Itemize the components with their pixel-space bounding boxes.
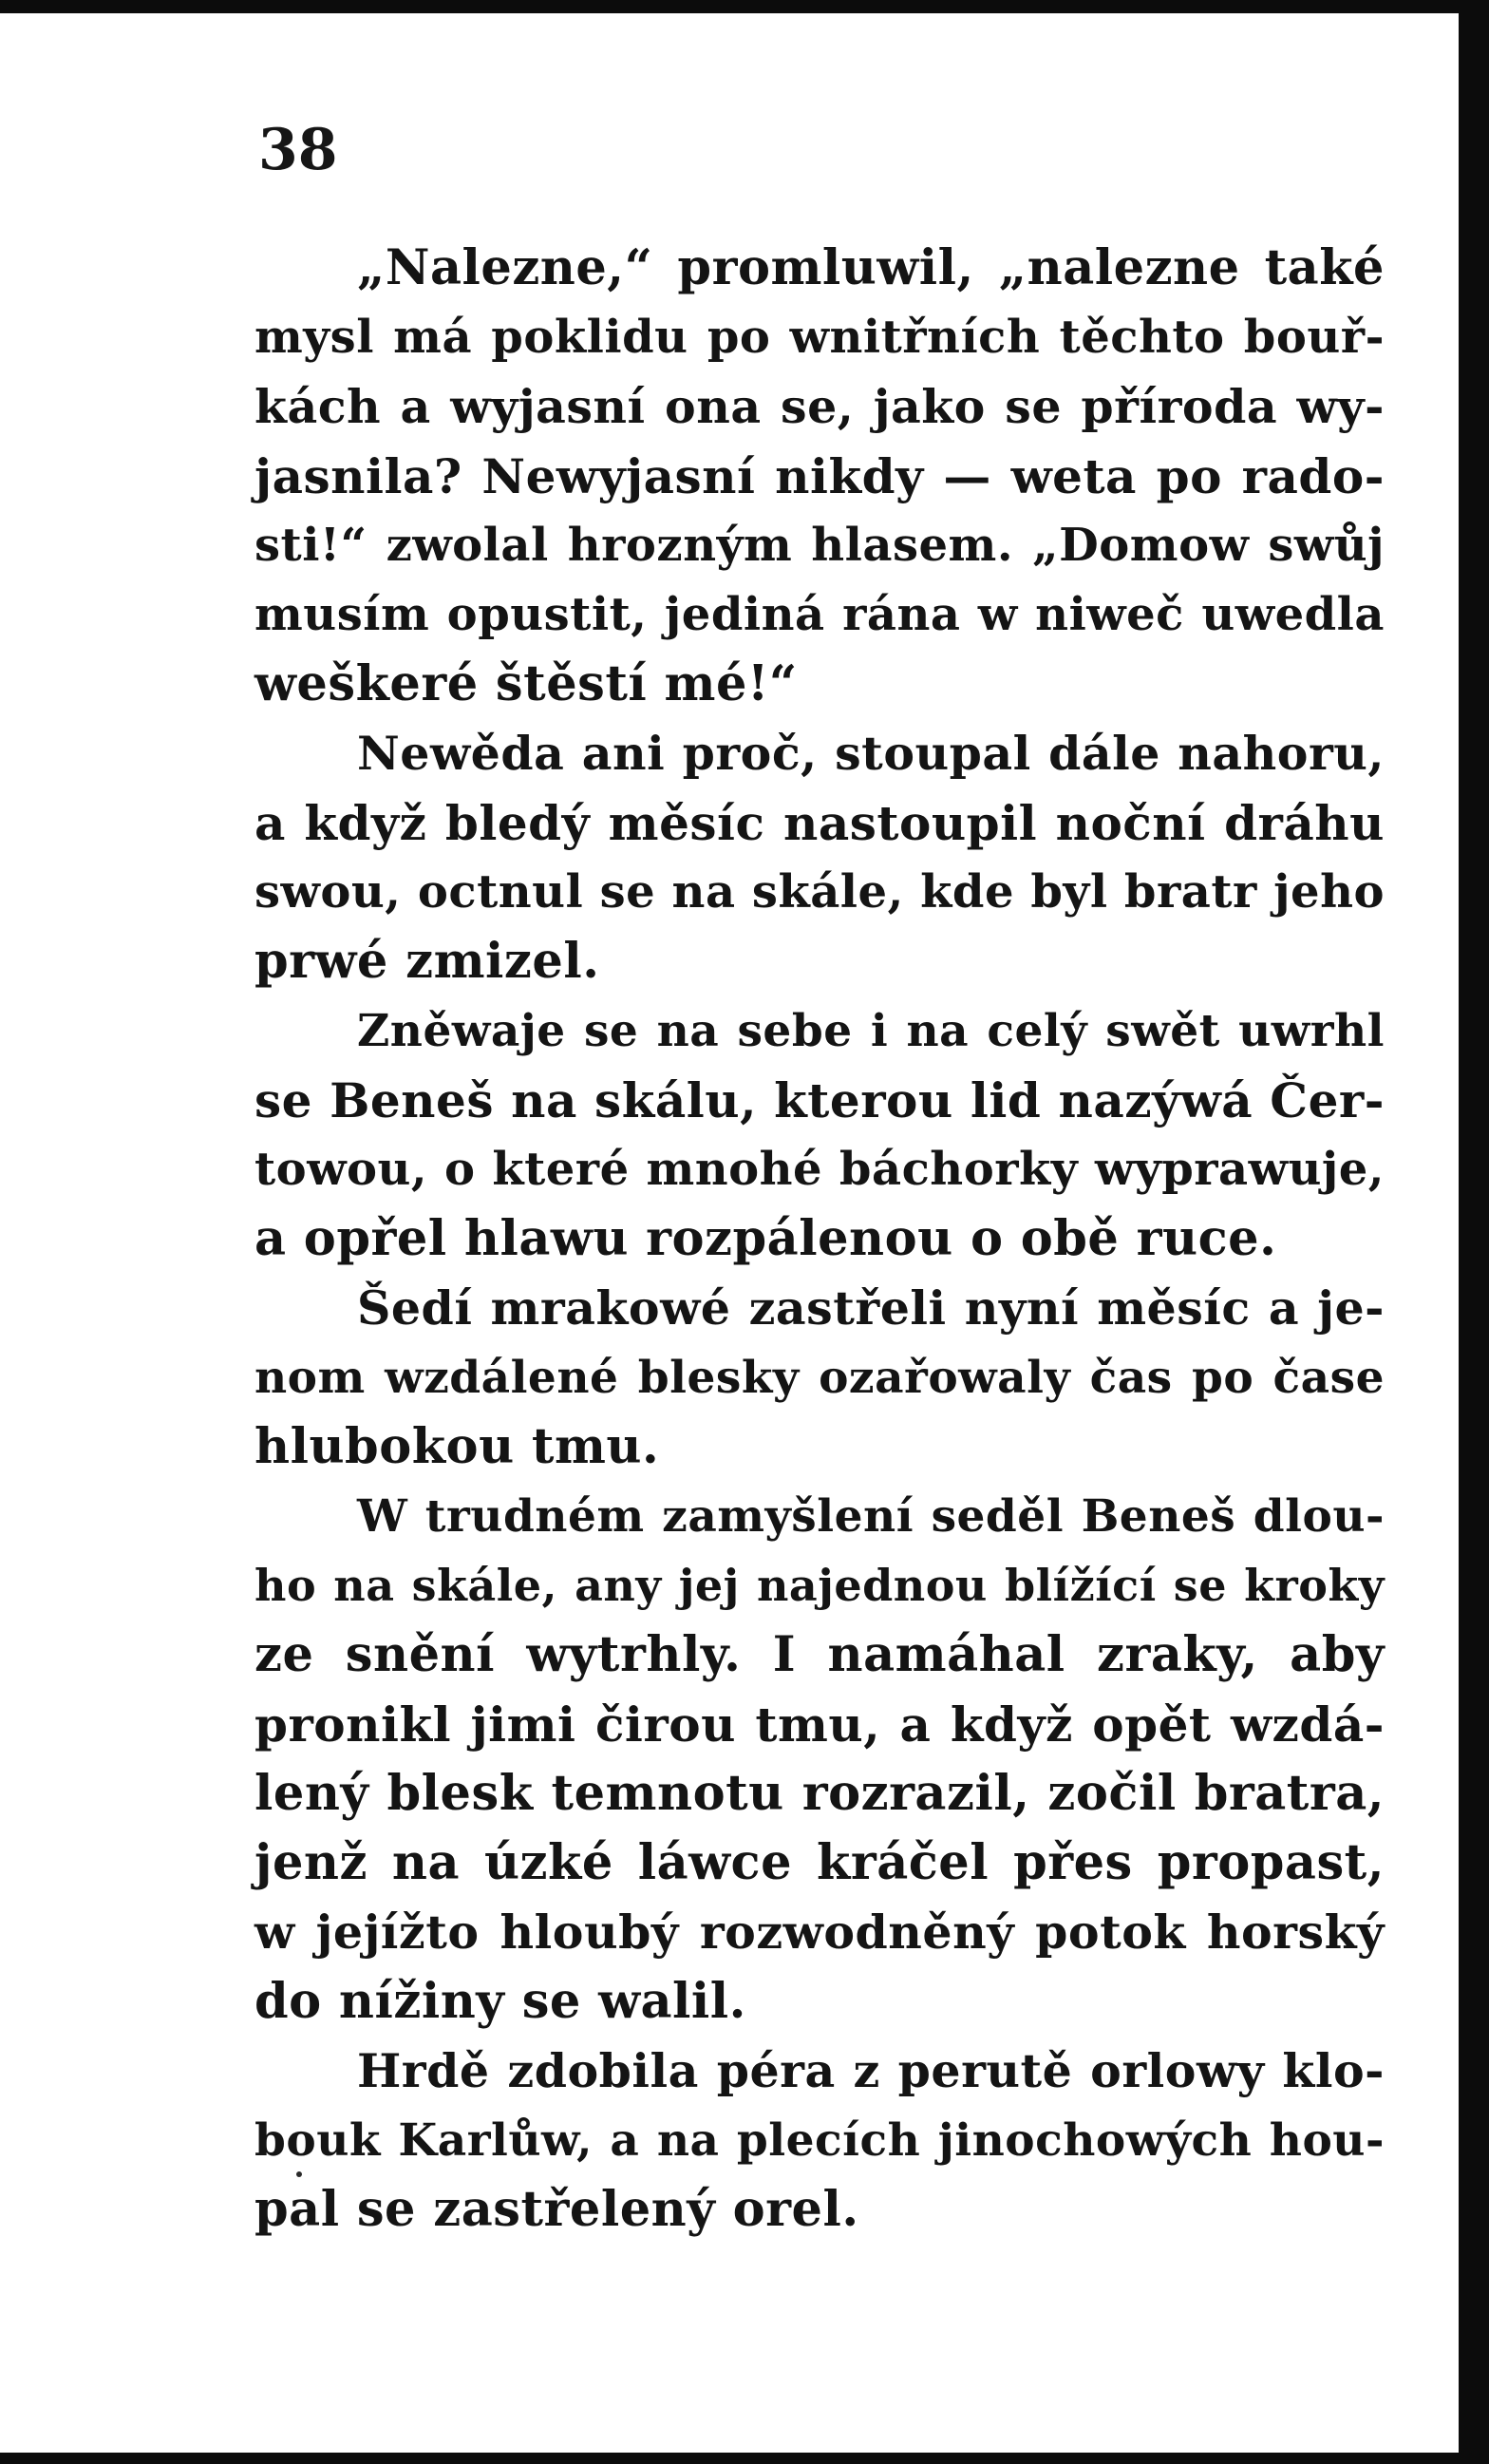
scan-border-bottom — [0, 2453, 1489, 2464]
text-line: Šedí mrakowé zastřeli nyní měsíc a je- — [357, 1280, 1385, 1336]
text-line: towou, o které mnohé báchorky wyprawuje, — [254, 1143, 1385, 1196]
text-line: a když bledý měsíc nastoupil noční dráhu — [254, 795, 1385, 851]
text-line: jasnila? Newyjasní nikdy — weta po rado- — [254, 448, 1385, 504]
text-line: weškeré štěstí mé!“ — [254, 655, 798, 712]
text-line: a opřel hlawu rozpálenou o obě ruce. — [254, 1210, 1277, 1267]
text-line: hlubokou tmu. — [254, 1418, 660, 1475]
text-line: prwé zmizel. — [254, 933, 600, 990]
text-line: pal se zastřelený orel. — [254, 2181, 859, 2238]
text-line: mysl má poklidu po wnitřních těchto bouř- — [254, 311, 1385, 364]
text-line: Newěda ani proč, stoupal dále nahoru, — [357, 726, 1385, 781]
text-line: pronikl jimi čirou tmu, a když opět wzdá- — [254, 1696, 1385, 1753]
text-line: „Nalezne,“ promluwil, „nalezne také — [357, 239, 1385, 296]
scan-border-right — [1459, 0, 1489, 2464]
text-line: ho na skále, any jej najednou blížící se kroky — [254, 1560, 1385, 1611]
text-line: jenž na úzké láwce kráčel přes propast, — [254, 1834, 1385, 1891]
text-line: se Beneš na skálu, kterou lid nazýwá Čer- — [254, 1072, 1385, 1128]
scan-border-top — [0, 0, 1489, 13]
text-line: do nížiny se walil. — [254, 1973, 746, 2030]
text-line: bouk Karlůw, a na plecích jinochowých hou- — [254, 2114, 1385, 2167]
text-line: w jejížto hloubý rozwodněný potok horský — [254, 1905, 1385, 1960]
page-number: 38 — [258, 117, 338, 183]
body-text — [254, 234, 1385, 2245]
text-line: W trudném zamyšlení seděl Beneš dlou- — [357, 1490, 1385, 1543]
text-line: Zněwaje se na sebe i na celý swět uwrhl — [357, 1005, 1385, 1057]
text-line: swou, octnul se na skále, kde byl bratr jeho — [254, 865, 1385, 919]
text-line: musím opustit, jediná rána w niweč uwedla — [254, 588, 1385, 641]
text-line: kách a wyjasní ona se, jako se příroda wy- — [254, 379, 1385, 434]
text-line: ze snění wytrhly. I namáhal zraky, aby — [254, 1626, 1385, 1683]
text-line: nom wzdálené blesky ozařowaly čas po čase — [254, 1352, 1385, 1404]
text-line: lený blesk temnotu rozrazil, zočil bratra, — [254, 1765, 1385, 1822]
print-speck — [296, 2171, 302, 2177]
text-line: sti!“ zwolal hrozným hlasem. „Domow swůj — [254, 519, 1385, 572]
text-line: Hrdě zdobila péra z perutě orlowy klo- — [357, 2043, 1385, 2098]
